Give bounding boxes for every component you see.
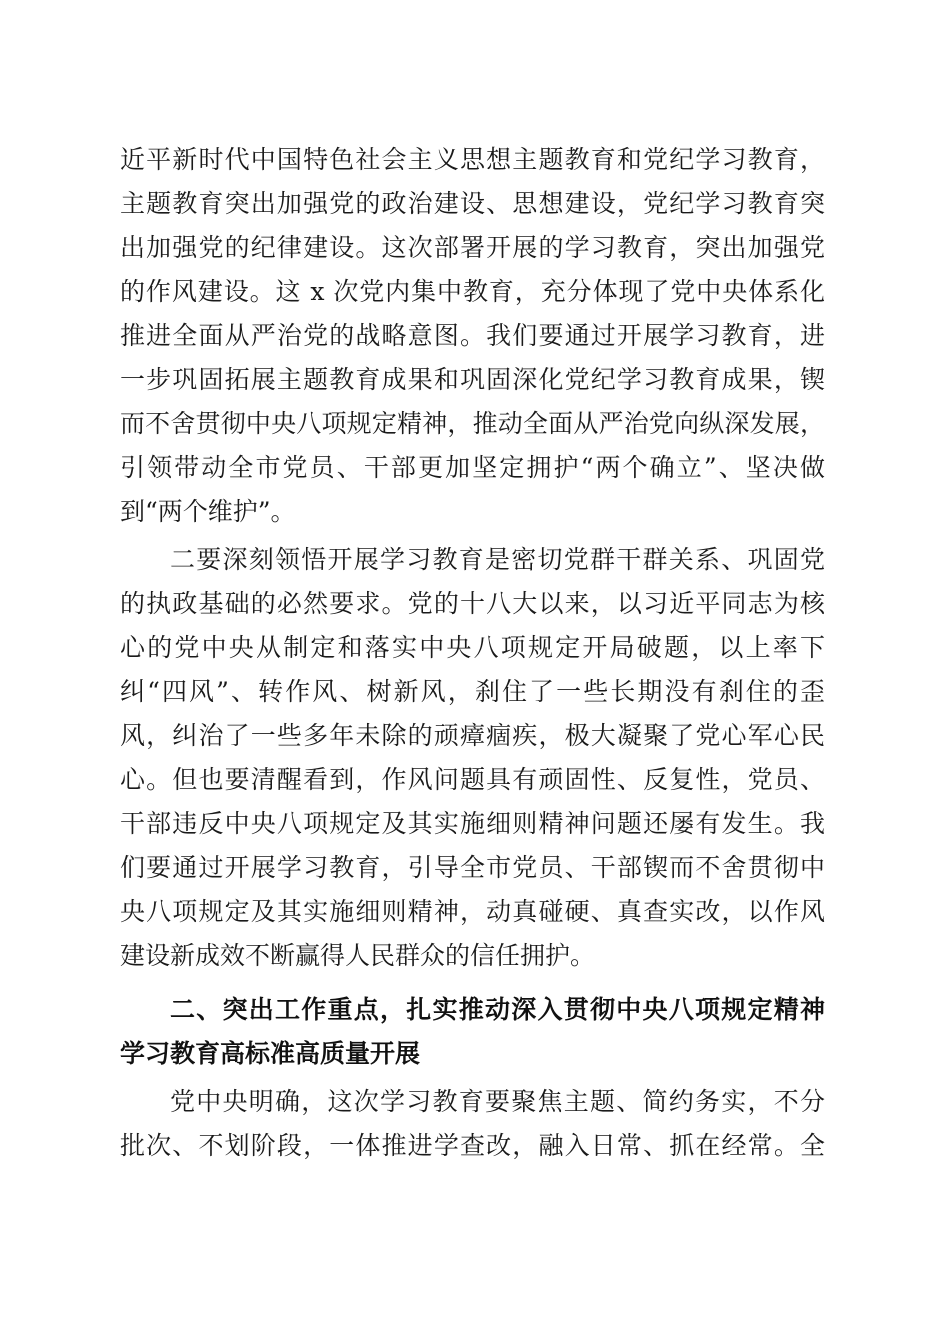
para1-line-8: 引领带动全市党员、干部更加坚定拥护“两个确立”、坚决做 [120, 453, 825, 482]
para2-line-9: 央八项规定及其实施细则精神，动真碰硬、真查实改，以作风 [120, 897, 825, 926]
para1-line-7: 而不舍贯彻中央八项规定精神，推动全面从严治党向纵深发展， [120, 409, 825, 438]
para2-line-10: 建设新成效不断赢得人民群众的信任拥护。 [120, 941, 596, 970]
para1-line-9: 到“两个维护”。 [120, 497, 296, 526]
para2-line-4: 纠“四风”、转作风、树新风，刹住了一些长期没有刹住的歪 [120, 677, 825, 706]
para2-line-2: 的执政基础的必然要求。党的十八大以来，以习近平同志为核 [120, 589, 825, 618]
para2-line-5: 风，纠治了一些多年未除的顽瘴痼疾，极大凝聚了党心军心民 [120, 721, 825, 750]
para3-line-1: 党中央明确，这次学习教育要聚焦主题、简约务实，不分 [170, 1087, 825, 1116]
para2-line-7: 干部违反中央八项规定及其实施细则精神问题还屡有发生。我 [120, 809, 825, 838]
para3-line-2: 批次、不划阶段，一体推进学查改，融入日常、抓在经常。全 [120, 1131, 825, 1160]
para1-line-3: 出加强党的纪律建设。这次部署开展的学习教育，突出加强党 [120, 233, 825, 262]
para2-line-8: 们要通过开展学习教育，引导全市党员、干部锲而不舍贯彻中 [120, 853, 825, 882]
para1-line-4: 的作风建设。这 x 次党内集中教育，充分体现了党中央体系化 [120, 277, 825, 306]
para1-line-5: 推进全面从严治党的战略意图。我们要通过开展学习教育，进 [120, 321, 825, 350]
section-heading-line-1: 二、突出工作重点，扎实推动深入贯彻中央八项规定精神 [170, 995, 825, 1024]
section-heading-line-2: 学习教育高标准高质量开展 [120, 1039, 421, 1068]
para2-line-3: 心的党中央从制定和落实中央八项规定开局破题，以上率下 [120, 633, 825, 662]
para2-line-6: 心。但也要清醒看到，作风问题具有顽固性、反复性，党员、 [120, 765, 825, 794]
para1-line-1: 近平新时代中国特色社会主义思想主题教育和党纪学习教育， [120, 145, 825, 174]
para2-line-1: 二要深刻领悟开展学习教育是密切党群干群关系、巩固党 [170, 545, 825, 574]
para1-line-6: 一步巩固拓展主题教育成果和巩固深化党纪学习教育成果，锲 [120, 365, 825, 394]
para1-line-2: 主题教育突出加强党的政治建设、思想建设，党纪学习教育突 [120, 189, 825, 218]
